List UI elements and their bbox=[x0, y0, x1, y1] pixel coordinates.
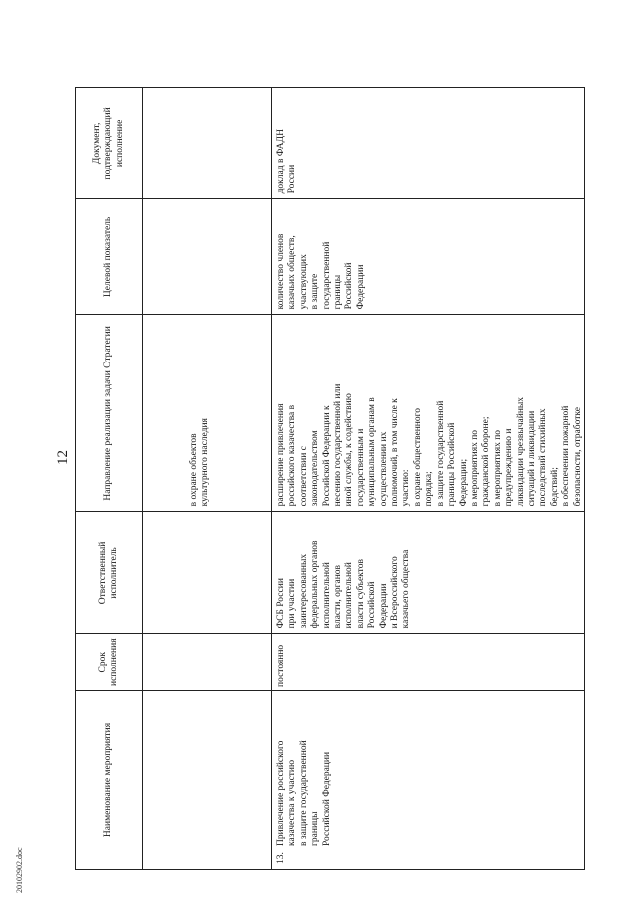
header-deadline: Срок исполнения bbox=[76, 634, 143, 691]
row13-responsible-line: заинтересованных bbox=[298, 553, 309, 629]
cont-document-cell bbox=[143, 88, 272, 199]
row13-deadline: постоянно bbox=[276, 644, 286, 687]
table-row-continuation bbox=[143, 88, 272, 870]
footer-filename: 20102902.doc bbox=[15, 847, 24, 893]
row13-direction-line: Федерации; bbox=[458, 458, 469, 507]
row13-target-line: государственной bbox=[321, 241, 332, 310]
row13-direction-line: государственным и bbox=[355, 428, 366, 507]
row13-target-line: границы bbox=[333, 274, 344, 310]
row13-direction-line: российского казачества в bbox=[287, 404, 298, 507]
cont-direction-cell bbox=[143, 315, 272, 512]
row13-direction-line: расширение привлечения bbox=[276, 403, 286, 507]
row13-direction-line: несению государственной или bbox=[333, 383, 344, 507]
row13-name-line: Привлечение российского bbox=[276, 740, 286, 846]
row13-target-line: Российской bbox=[344, 262, 355, 310]
row13-responsible-line: и Всероссийского bbox=[390, 556, 401, 629]
row13-name-line: казачества к участию bbox=[287, 759, 298, 846]
row13-name-line: в защите государственной bbox=[298, 740, 309, 846]
row13-direction-line: в обеспечении пожарной bbox=[561, 405, 572, 507]
row13-responsible-line: при участии bbox=[287, 578, 298, 629]
row13-target-line: казачьих обществ, bbox=[287, 235, 298, 310]
row13-responsible-line: ФСБ России bbox=[276, 578, 286, 629]
header-name: Наименование мероприятия bbox=[76, 691, 143, 870]
row13-direction-line: ликвидации чрезвычайных bbox=[515, 396, 526, 507]
row13-responsible-cell bbox=[272, 512, 585, 634]
row13-direction-line: полномочий, в том числе к bbox=[390, 398, 401, 507]
row13-number: 13. bbox=[276, 852, 286, 864]
row13-direction-line: в охране общественного bbox=[412, 407, 423, 507]
header-document: Документ, подтверждающий исполнение bbox=[76, 88, 143, 199]
row13-direction-line: иной службы, к содействию bbox=[344, 393, 355, 507]
row13-target-line: в защите bbox=[310, 273, 321, 310]
row13-deadline-cell bbox=[272, 634, 585, 691]
row13-name-line: Российской Федерации bbox=[321, 751, 332, 846]
row13-name-cell bbox=[272, 691, 585, 870]
row13-document-line: России bbox=[287, 164, 298, 194]
row13-target-line: количество членов bbox=[276, 233, 286, 310]
row13-responsible-line: казачьего общества bbox=[401, 549, 412, 629]
measures-table bbox=[75, 87, 585, 870]
header-target: Целевой показатель bbox=[76, 199, 143, 315]
row13-document-line: доклад в ФАДН bbox=[276, 129, 286, 194]
row13-direction-line: безопасности, отработке bbox=[572, 407, 583, 507]
row13-responsible-line: власти, органов bbox=[333, 564, 344, 629]
row13-target-line: участвующих bbox=[298, 254, 309, 310]
row13-direction-line: в защите государственной bbox=[435, 400, 446, 507]
cont-direction-line: в охране объектов bbox=[189, 433, 199, 507]
cont-direction-line: культурного наследия bbox=[200, 418, 211, 507]
row13-direction-line: последствий стихийных bbox=[538, 408, 549, 507]
row13-direction-line: в мероприятиях по bbox=[492, 429, 503, 507]
table-row-13 bbox=[272, 88, 585, 870]
row13-target-cell bbox=[272, 199, 585, 315]
cont-deadline-cell bbox=[143, 634, 272, 691]
row13-document-cell bbox=[272, 88, 585, 199]
row13-direction-line: муниципальным органам в bbox=[367, 397, 378, 507]
header-direction: Направление реализации задачи Стратегии bbox=[76, 315, 143, 512]
row13-responsible-line: федеральных органов bbox=[310, 540, 321, 629]
row13-responsible-line: исполнительной bbox=[321, 562, 332, 629]
row13-direction-line: порядка; bbox=[424, 471, 435, 507]
row13-direction-line: Российской Федерации к bbox=[321, 405, 332, 507]
row13-direction-line: гражданской обороне; bbox=[481, 416, 492, 507]
cont-responsible-cell bbox=[143, 512, 272, 634]
row13-target-line: Федерации bbox=[355, 264, 366, 310]
page-number: 12 bbox=[55, 450, 71, 465]
row13-responsible-line: Федерации bbox=[378, 583, 389, 629]
row13-direction-cell bbox=[272, 315, 585, 512]
row13-direction-line: в мероприятиях по bbox=[469, 429, 480, 507]
cont-name-cell bbox=[143, 691, 272, 870]
row13-direction-line: осуществлении их bbox=[378, 431, 389, 507]
row13-direction-line: бедствий; bbox=[549, 467, 560, 507]
header-responsible: Ответственный исполнитель bbox=[76, 512, 143, 634]
row13-direction-line: границы Российской bbox=[447, 422, 458, 507]
row13-direction-line: соответствии с bbox=[298, 446, 309, 507]
cont-target-cell bbox=[143, 199, 272, 315]
row13-responsible-line: исполнительной bbox=[344, 562, 355, 629]
row13-direction-line: предупреждению и bbox=[504, 428, 515, 507]
row13-responsible-line: власти субъектов bbox=[355, 559, 366, 629]
table-header-row bbox=[76, 88, 143, 870]
row13-name-line: границы bbox=[310, 811, 321, 846]
row13-responsible-line: Российской bbox=[367, 581, 378, 629]
row13-direction-line: ситуаций и ликвидации bbox=[526, 410, 537, 507]
row13-direction-line: законодательством bbox=[310, 430, 321, 507]
row13-direction-line: участию: bbox=[401, 469, 412, 507]
